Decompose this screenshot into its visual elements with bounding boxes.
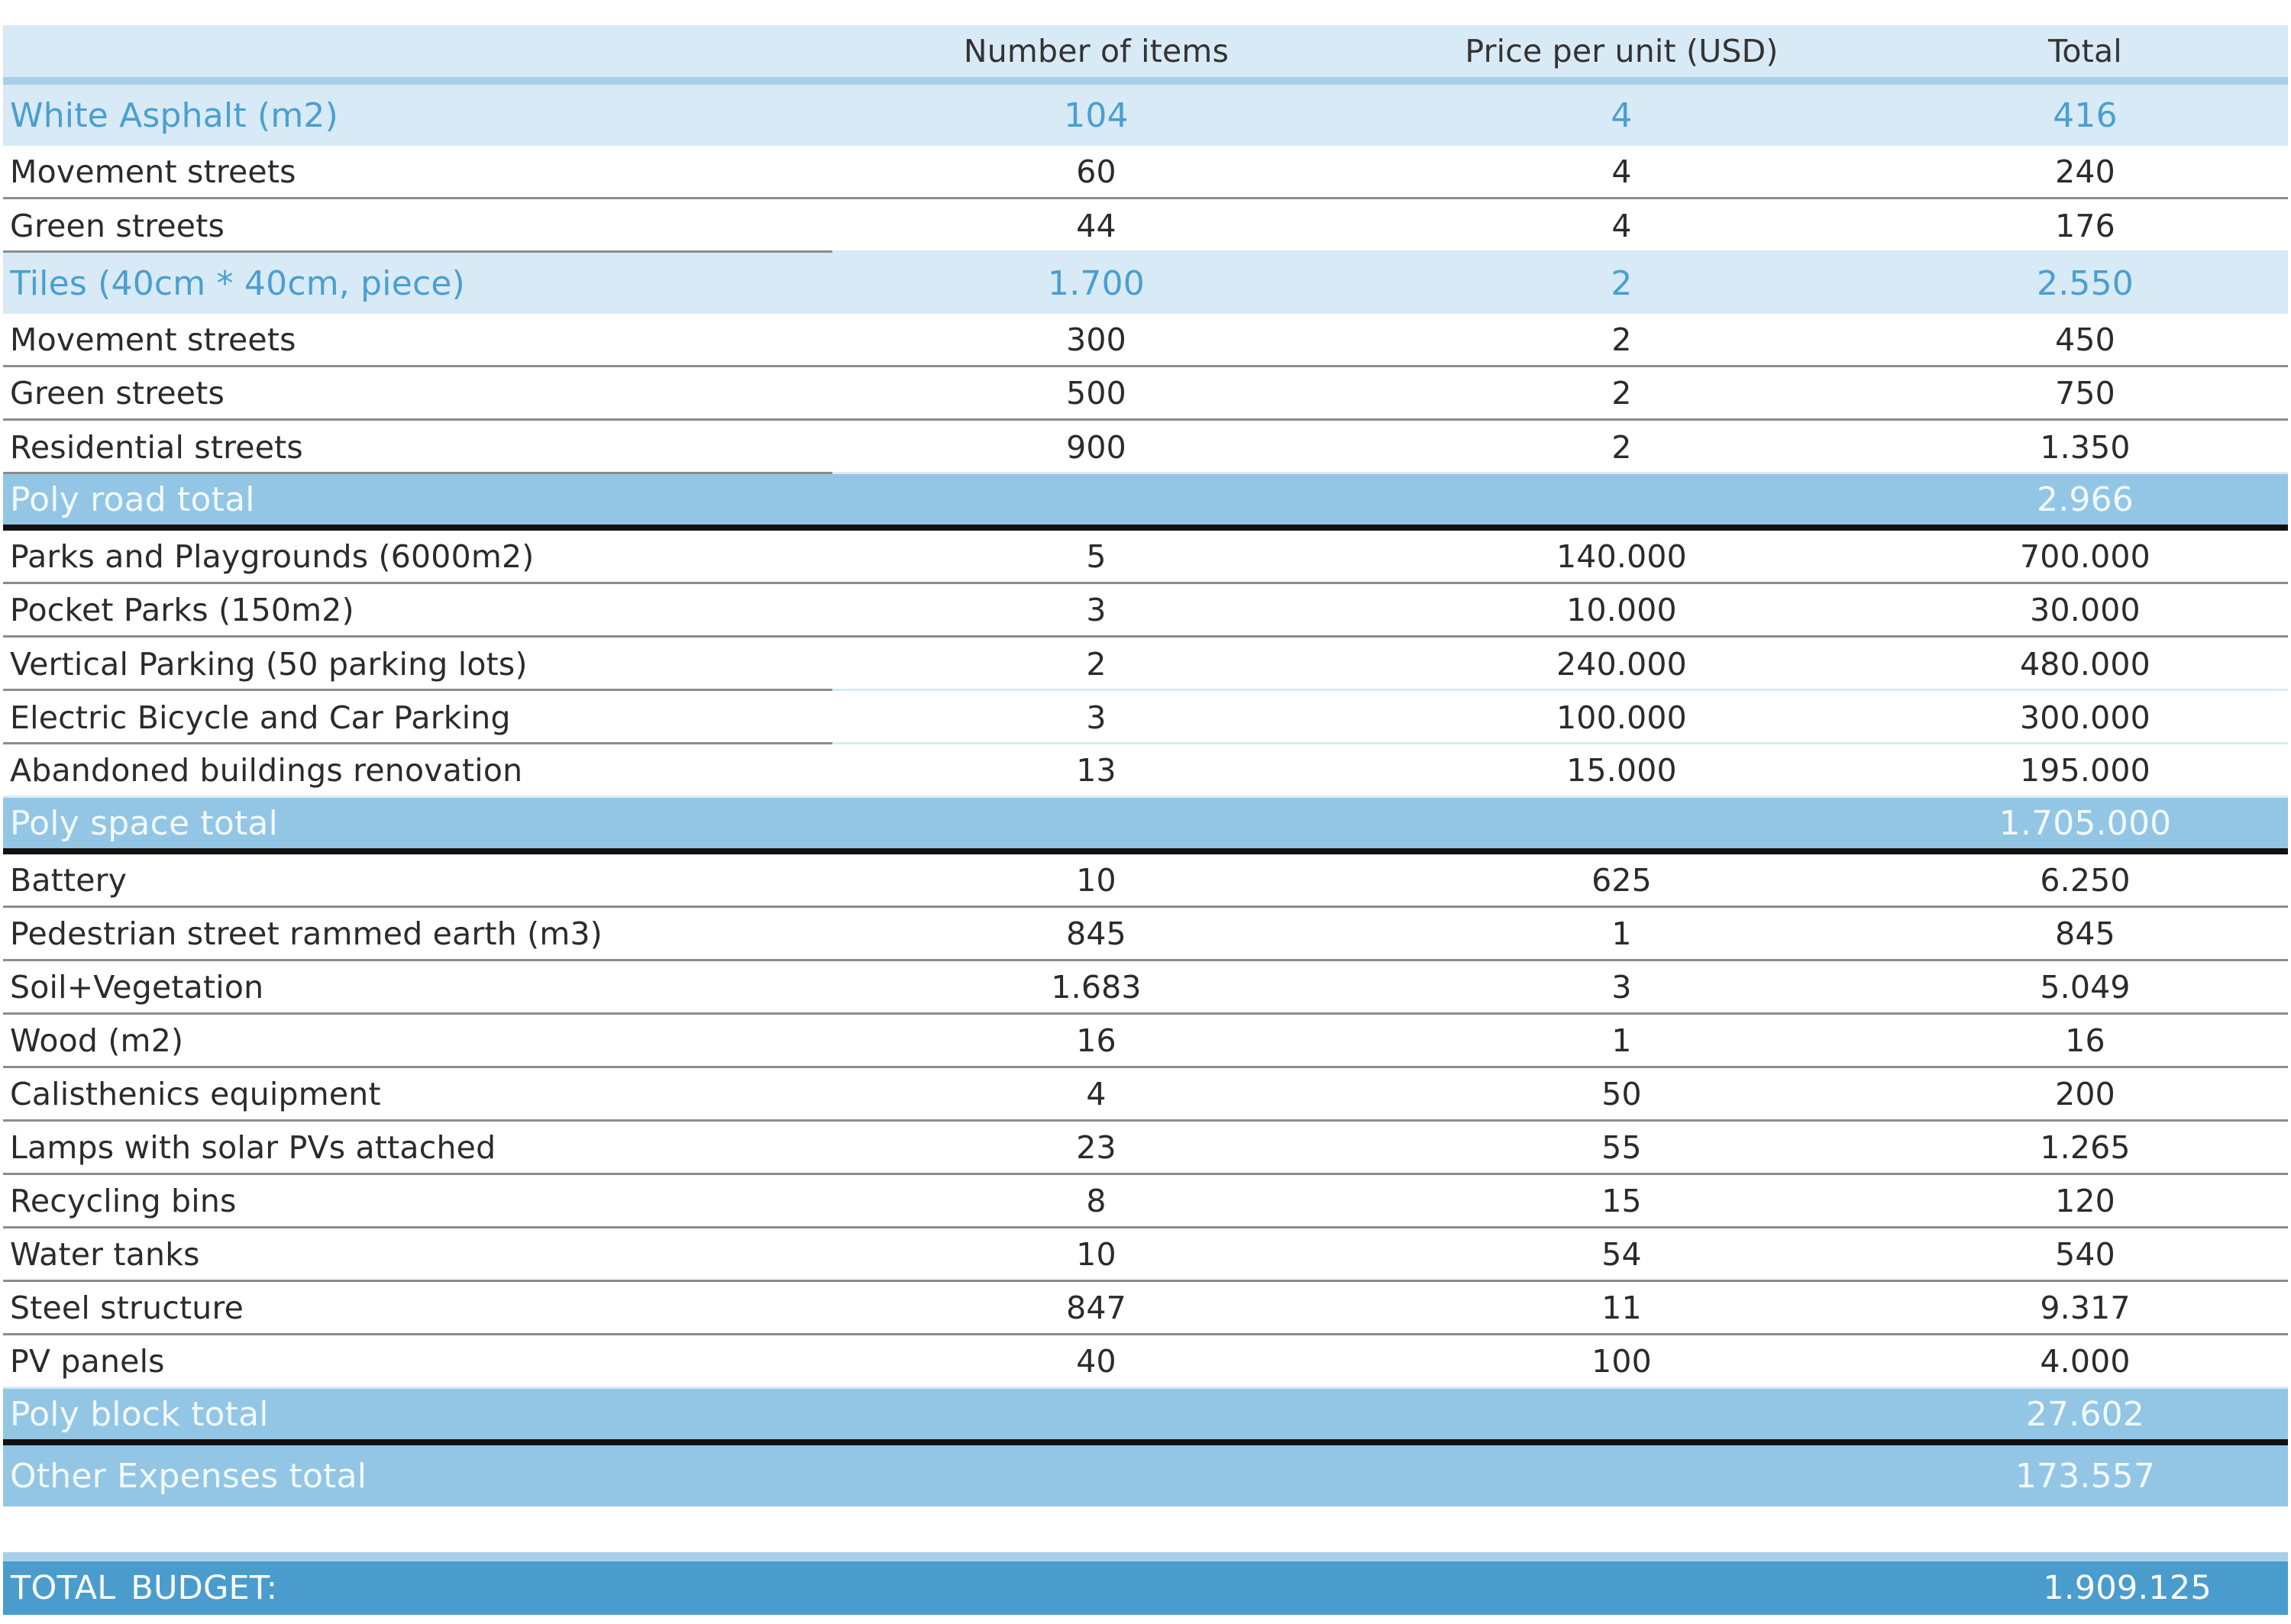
item-price: 240.000 — [1556, 646, 1687, 683]
item-count: 1.683 — [1051, 968, 1142, 1006]
item-name: Movement streets — [10, 153, 296, 190]
item-count: 3 — [1086, 699, 1107, 736]
item-total: 200 — [2055, 1075, 2115, 1112]
section-total-row — [3, 1389, 2288, 1445]
section-total-row — [3, 798, 2288, 854]
item-name: Abandoned buildings renovation — [10, 751, 523, 789]
table-body — [3, 85, 2288, 1615]
item-name: White Asphalt (m2) — [10, 95, 338, 135]
item-total: 540 — [2055, 1235, 2115, 1273]
item-name: Movement streets — [10, 321, 296, 358]
item-total: 300.000 — [2020, 699, 2150, 736]
item-name: Lamps with solar PVs attached — [10, 1128, 496, 1166]
total-budget-label: TOTAL BUDGET: — [11, 1569, 278, 1607]
item-price: 50 — [1601, 1075, 1642, 1112]
item-name: Vertical Parking (50 parking lots) — [10, 646, 528, 683]
item-total: 195.000 — [2020, 751, 2150, 789]
item-name: Soil+Vegetation — [10, 968, 264, 1006]
item-price: 2 — [1611, 263, 1633, 303]
table-row — [3, 908, 2288, 961]
item-total: 845 — [2055, 915, 2115, 952]
item-price: 100.000 — [1556, 699, 1687, 736]
item-price: 1 — [1611, 915, 1632, 952]
item-count: 23 — [1076, 1128, 1116, 1166]
table-row — [3, 199, 2288, 253]
table-row — [3, 744, 2288, 798]
table-row — [3, 1335, 2288, 1389]
item-count: 1.700 — [1048, 263, 1145, 303]
total-label: Poly block total — [10, 1394, 269, 1434]
item-count: 2 — [1086, 646, 1107, 683]
item-price: 4 — [1611, 95, 1633, 135]
section-total-row — [3, 474, 2288, 531]
total-label: Poly space total — [10, 803, 279, 843]
item-price: 4 — [1611, 153, 1632, 190]
item-price: 15.000 — [1566, 751, 1677, 789]
item-name: Pocket Parks (150m2) — [10, 591, 354, 628]
item-total: 6.250 — [2040, 861, 2131, 899]
item-price: 10.000 — [1566, 591, 1677, 628]
item-count: 13 — [1076, 751, 1116, 789]
item-count: 44 — [1076, 208, 1116, 244]
item-name: Tiles (40cm * 40cm, piece) — [10, 263, 465, 303]
header-total: Total — [2048, 33, 2122, 69]
table-row — [3, 1175, 2288, 1228]
item-total: 416 — [2053, 95, 2118, 135]
item-count: 3 — [1086, 591, 1107, 628]
item-count: 60 — [1076, 153, 1116, 190]
other-expenses-label: Other Expenses total — [10, 1456, 367, 1496]
category-row — [3, 85, 2288, 146]
item-name: Green streets — [10, 208, 225, 244]
item-price: 55 — [1601, 1128, 1642, 1166]
budget-table — [3, 25, 2288, 1615]
item-total: 176 — [2055, 208, 2115, 244]
item-name: Recycling bins — [10, 1182, 237, 1219]
item-total: 750 — [2055, 374, 2115, 412]
table-row — [3, 854, 2288, 908]
item-name: Electric Bicycle and Car Parking — [10, 699, 511, 736]
item-name: Parks and Playgrounds (6000m2) — [10, 538, 535, 575]
item-total: 700.000 — [2020, 538, 2150, 575]
total-value: 1.705.000 — [1999, 803, 2172, 843]
item-count: 300 — [1066, 321, 1126, 358]
item-total: 240 — [2055, 153, 2115, 190]
table-row — [3, 531, 2288, 584]
item-total: 1.350 — [2040, 429, 2131, 466]
item-count: 845 — [1066, 915, 1126, 952]
item-price: 625 — [1591, 861, 1652, 899]
item-total: 4.000 — [2040, 1342, 2131, 1380]
item-name: Green streets — [10, 374, 225, 412]
item-count: 4 — [1086, 1075, 1107, 1112]
item-total: 120 — [2055, 1182, 2115, 1219]
spacer — [3, 1506, 2288, 1552]
item-total: 30.000 — [2030, 591, 2141, 628]
total-budget-value: 1.909.125 — [2043, 1569, 2212, 1607]
item-price: 2 — [1611, 321, 1632, 358]
table-row — [3, 1068, 2288, 1122]
item-price: 140.000 — [1556, 538, 1687, 575]
item-total: 16 — [2065, 1022, 2105, 1059]
item-name: Wood (m2) — [10, 1022, 184, 1059]
item-price: 4 — [1611, 208, 1632, 244]
table-row — [3, 961, 2288, 1015]
header-price-per-unit: Price per unit (USD) — [1465, 33, 1779, 69]
item-name: Battery — [10, 861, 128, 899]
item-total: 9.317 — [2040, 1289, 2131, 1326]
item-price: 2 — [1611, 374, 1632, 412]
category-row — [3, 253, 2288, 314]
item-price: 1 — [1611, 1022, 1632, 1059]
item-name: Steel structure — [10, 1289, 244, 1326]
item-total: 5.049 — [2040, 968, 2131, 1006]
item-total: 450 — [2055, 321, 2115, 358]
item-name: Water tanks — [10, 1235, 200, 1273]
table-row — [3, 1282, 2288, 1335]
item-count: 10 — [1076, 861, 1116, 899]
table-row — [3, 1228, 2288, 1282]
total-value: 27.602 — [2025, 1394, 2145, 1434]
item-name: Pedestrian street rammed earth (m3) — [10, 915, 603, 952]
table-row — [3, 584, 2288, 638]
item-total: 1.265 — [2040, 1128, 2131, 1166]
item-total: 2.550 — [2037, 263, 2134, 303]
table-row — [3, 1015, 2288, 1068]
item-price: 2 — [1611, 429, 1632, 466]
table-row — [3, 691, 2288, 744]
item-count: 8 — [1086, 1182, 1107, 1219]
other-expenses-row — [3, 1445, 2288, 1506]
item-name: PV panels — [10, 1342, 165, 1380]
item-count: 900 — [1066, 429, 1126, 466]
table-row — [3, 1122, 2288, 1175]
item-count: 500 — [1066, 374, 1126, 412]
item-name: Calisthenics equipment — [10, 1075, 381, 1112]
item-price: 100 — [1591, 1342, 1652, 1380]
total-value: 2.966 — [2037, 479, 2134, 519]
table-row — [3, 367, 2288, 421]
total-label: Poly road total — [10, 479, 255, 519]
other-expenses-value: 173.557 — [2015, 1456, 2156, 1496]
table-row — [3, 638, 2288, 691]
item-count: 16 — [1076, 1022, 1116, 1059]
total-budget-row — [3, 1552, 2288, 1615]
item-count: 847 — [1066, 1289, 1126, 1326]
item-price: 15 — [1601, 1182, 1642, 1219]
item-price: 11 — [1601, 1289, 1642, 1326]
table-row — [3, 421, 2288, 474]
table-header — [3, 25, 2288, 85]
table-row — [3, 146, 2288, 199]
item-count: 104 — [1064, 95, 1129, 135]
item-total: 480.000 — [2020, 646, 2150, 683]
table-row — [3, 314, 2288, 367]
item-count: 10 — [1076, 1235, 1116, 1273]
item-name: Residential streets — [10, 429, 303, 466]
item-price: 3 — [1611, 968, 1632, 1006]
header-number-of-items: Number of items — [963, 33, 1230, 69]
item-count: 40 — [1076, 1342, 1116, 1380]
item-price: 54 — [1601, 1235, 1642, 1273]
item-count: 5 — [1086, 538, 1107, 575]
